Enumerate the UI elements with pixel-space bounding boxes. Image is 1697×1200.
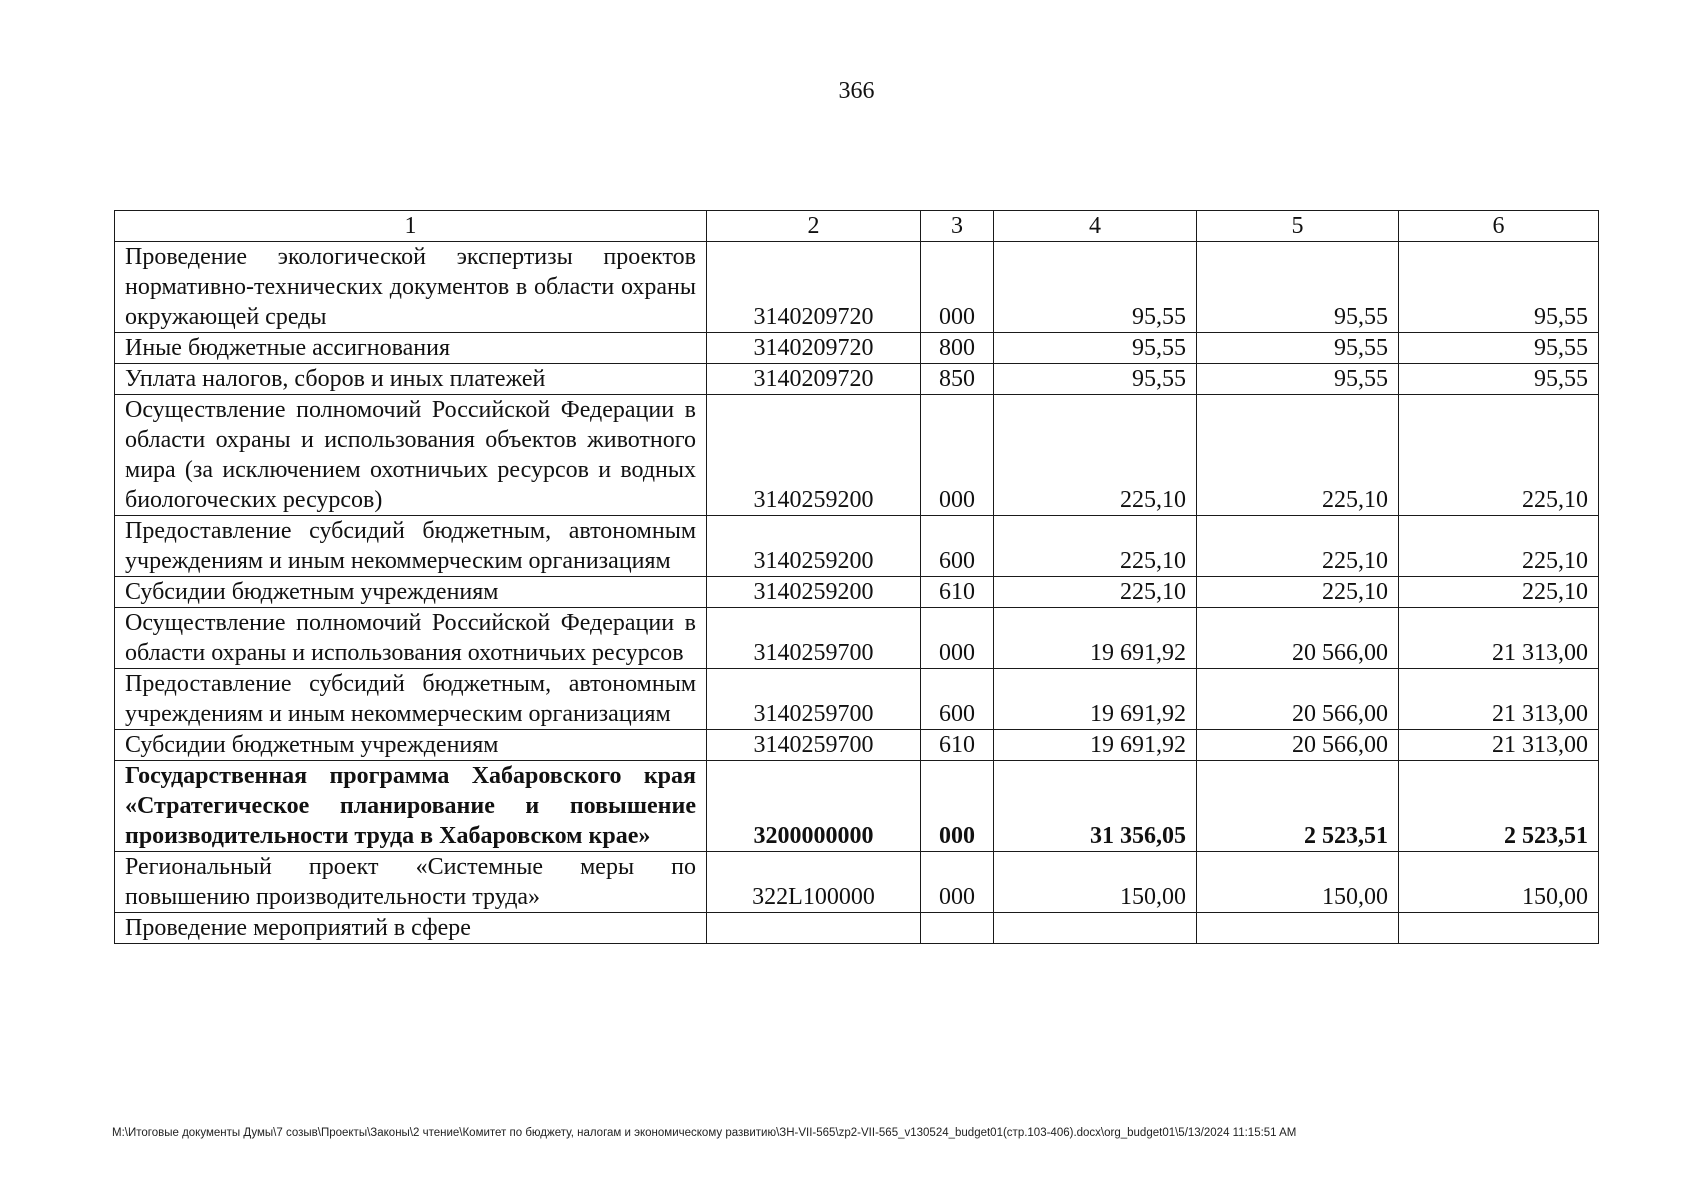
- row-value-col6: [1399, 913, 1599, 944]
- row-value-col6: 21 313,00: [1399, 669, 1599, 730]
- row-expense-type-cell: 850: [921, 364, 994, 395]
- header-cell-6: 6: [1399, 211, 1599, 242]
- row-value-col6: 225,10: [1399, 516, 1599, 577]
- row-value-col4: 150,00: [994, 852, 1197, 913]
- row-name-cell: Осуществление полномочий Российской Федерации в области охраны и использования охотничьих ресурсов: [115, 608, 707, 669]
- budget-table: [114, 210, 1599, 944]
- row-value-col4: 225,10: [994, 395, 1197, 516]
- row-value-col6: 95,55: [1399, 242, 1599, 333]
- row-value-col6: 21 313,00: [1399, 608, 1599, 669]
- row-name-cell: Проведение мероприятий в сфере: [115, 913, 707, 944]
- row-value-col5: 225,10: [1197, 577, 1399, 608]
- row-code-cell: 3140259700: [707, 669, 921, 730]
- row-name-cell: Региональный проект «Системные меры по повышению производительности труда»: [115, 852, 707, 913]
- row-name-cell: Осуществление полномочий Российской Федерации в области охраны и использования объектов животного мира (за исключением охотничьих ресурсов и водных биологоческих ресурсов): [115, 395, 707, 516]
- row-value-col5: 20 566,00: [1197, 669, 1399, 730]
- row-code-cell: 3140209720: [707, 364, 921, 395]
- table-row: [115, 242, 1599, 333]
- row-value-col5: 225,10: [1197, 516, 1399, 577]
- header-cell-5: 5: [1197, 211, 1399, 242]
- row-name-cell: Предоставление субсидий бюджетным, автономным учреждениям и иным некоммерческим организациям: [115, 516, 707, 577]
- table-row: [115, 730, 1599, 761]
- row-value-col4: 19 691,92: [994, 669, 1197, 730]
- row-code-cell: 3140259200: [707, 395, 921, 516]
- row-value-col6: 2 523,51: [1399, 761, 1599, 852]
- row-code-cell: 3200000000: [707, 761, 921, 852]
- row-value-col6: 150,00: [1399, 852, 1599, 913]
- row-expense-type-cell: [921, 913, 994, 944]
- row-code-cell: [707, 913, 921, 944]
- row-value-col5: 225,10: [1197, 395, 1399, 516]
- row-expense-type-cell: 600: [921, 669, 994, 730]
- table-row: [115, 669, 1599, 730]
- row-value-col4: 225,10: [994, 516, 1197, 577]
- table-row: [115, 577, 1599, 608]
- page-number: 366: [838, 78, 875, 104]
- row-value-col4: 95,55: [994, 364, 1197, 395]
- row-value-col4: 95,55: [994, 333, 1197, 364]
- table-row: [115, 608, 1599, 669]
- row-expense-type-cell: 800: [921, 333, 994, 364]
- row-value-col4: [994, 913, 1197, 944]
- header-cell-2: 2: [707, 211, 921, 242]
- row-code-cell: 3140259700: [707, 730, 921, 761]
- row-expense-type-cell: 000: [921, 242, 994, 333]
- row-name-cell: Субсидии бюджетным учреждениям: [115, 730, 707, 761]
- header-cell-1: 1: [115, 211, 707, 242]
- header-cell-4: 4: [994, 211, 1197, 242]
- row-code-cell: 3140259200: [707, 577, 921, 608]
- file-path-footer: M:\Итоговые документы Думы\7 созыв\Проекты\Законы\2 чтение\Комитет по бюджету, налогам и экономическому развитию\ЗН-VII-565\zp2-VII-565_v130524_budget01(стр.103-406).docx\org_budget01\5/13/2024 11:15:51 AM: [112, 1127, 1297, 1139]
- row-expense-type-cell: 610: [921, 577, 994, 608]
- row-name-cell: Государственная программа Хабаровского края «Стратегическое планирование и повышение производительности труда в Хабаровском крае»: [115, 761, 707, 852]
- row-name-cell: Предоставление субсидий бюджетным, автономным учреждениям и иным некоммерческим организациям: [115, 669, 707, 730]
- row-expense-type-cell: 000: [921, 852, 994, 913]
- row-value-col6: 95,55: [1399, 333, 1599, 364]
- row-value-col4: 95,55: [994, 242, 1197, 333]
- row-value-col5: 95,55: [1197, 364, 1399, 395]
- header-row: [115, 211, 1599, 242]
- row-value-col4: 225,10: [994, 577, 1197, 608]
- table-row: [115, 333, 1599, 364]
- row-name-cell: Субсидии бюджетным учреждениям: [115, 577, 707, 608]
- row-code-cell: 3140259200: [707, 516, 921, 577]
- row-expense-type-cell: 000: [921, 608, 994, 669]
- row-value-col5: 95,55: [1197, 242, 1399, 333]
- row-value-col5: 95,55: [1197, 333, 1399, 364]
- table-row-program: [115, 761, 1599, 852]
- row-value-col5: 150,00: [1197, 852, 1399, 913]
- table-row: [115, 852, 1599, 913]
- row-value-col5: 20 566,00: [1197, 730, 1399, 761]
- row-value-col6: 21 313,00: [1399, 730, 1599, 761]
- row-name-cell: Уплата налогов, сборов и иных платежей: [115, 364, 707, 395]
- row-code-cell: 322L100000: [707, 852, 921, 913]
- row-value-col5: 2 523,51: [1197, 761, 1399, 852]
- row-expense-type-cell: 610: [921, 730, 994, 761]
- header-cell-3: 3: [921, 211, 994, 242]
- row-expense-type-cell: 000: [921, 761, 994, 852]
- row-value-col5: [1197, 913, 1399, 944]
- table-row: [115, 913, 1599, 944]
- row-value-col4: 19 691,92: [994, 608, 1197, 669]
- row-value-col6: 225,10: [1399, 395, 1599, 516]
- row-value-col5: 20 566,00: [1197, 608, 1399, 669]
- row-value-col6: 225,10: [1399, 577, 1599, 608]
- table-row: [115, 516, 1599, 577]
- row-value-col6: 95,55: [1399, 364, 1599, 395]
- row-expense-type-cell: 600: [921, 516, 994, 577]
- row-value-col4: 19 691,92: [994, 730, 1197, 761]
- table-row: [115, 364, 1599, 395]
- row-name-cell: Проведение экологической экспертизы проектов нормативно-технических документов в области охраны окружающей среды: [115, 242, 707, 333]
- row-code-cell: 3140209720: [707, 242, 921, 333]
- row-expense-type-cell: 000: [921, 395, 994, 516]
- row-name-cell: Иные бюджетные ассигнования: [115, 333, 707, 364]
- table-row: [115, 395, 1599, 516]
- row-value-col4: 31 356,05: [994, 761, 1197, 852]
- row-code-cell: 3140259700: [707, 608, 921, 669]
- row-code-cell: 3140209720: [707, 333, 921, 364]
